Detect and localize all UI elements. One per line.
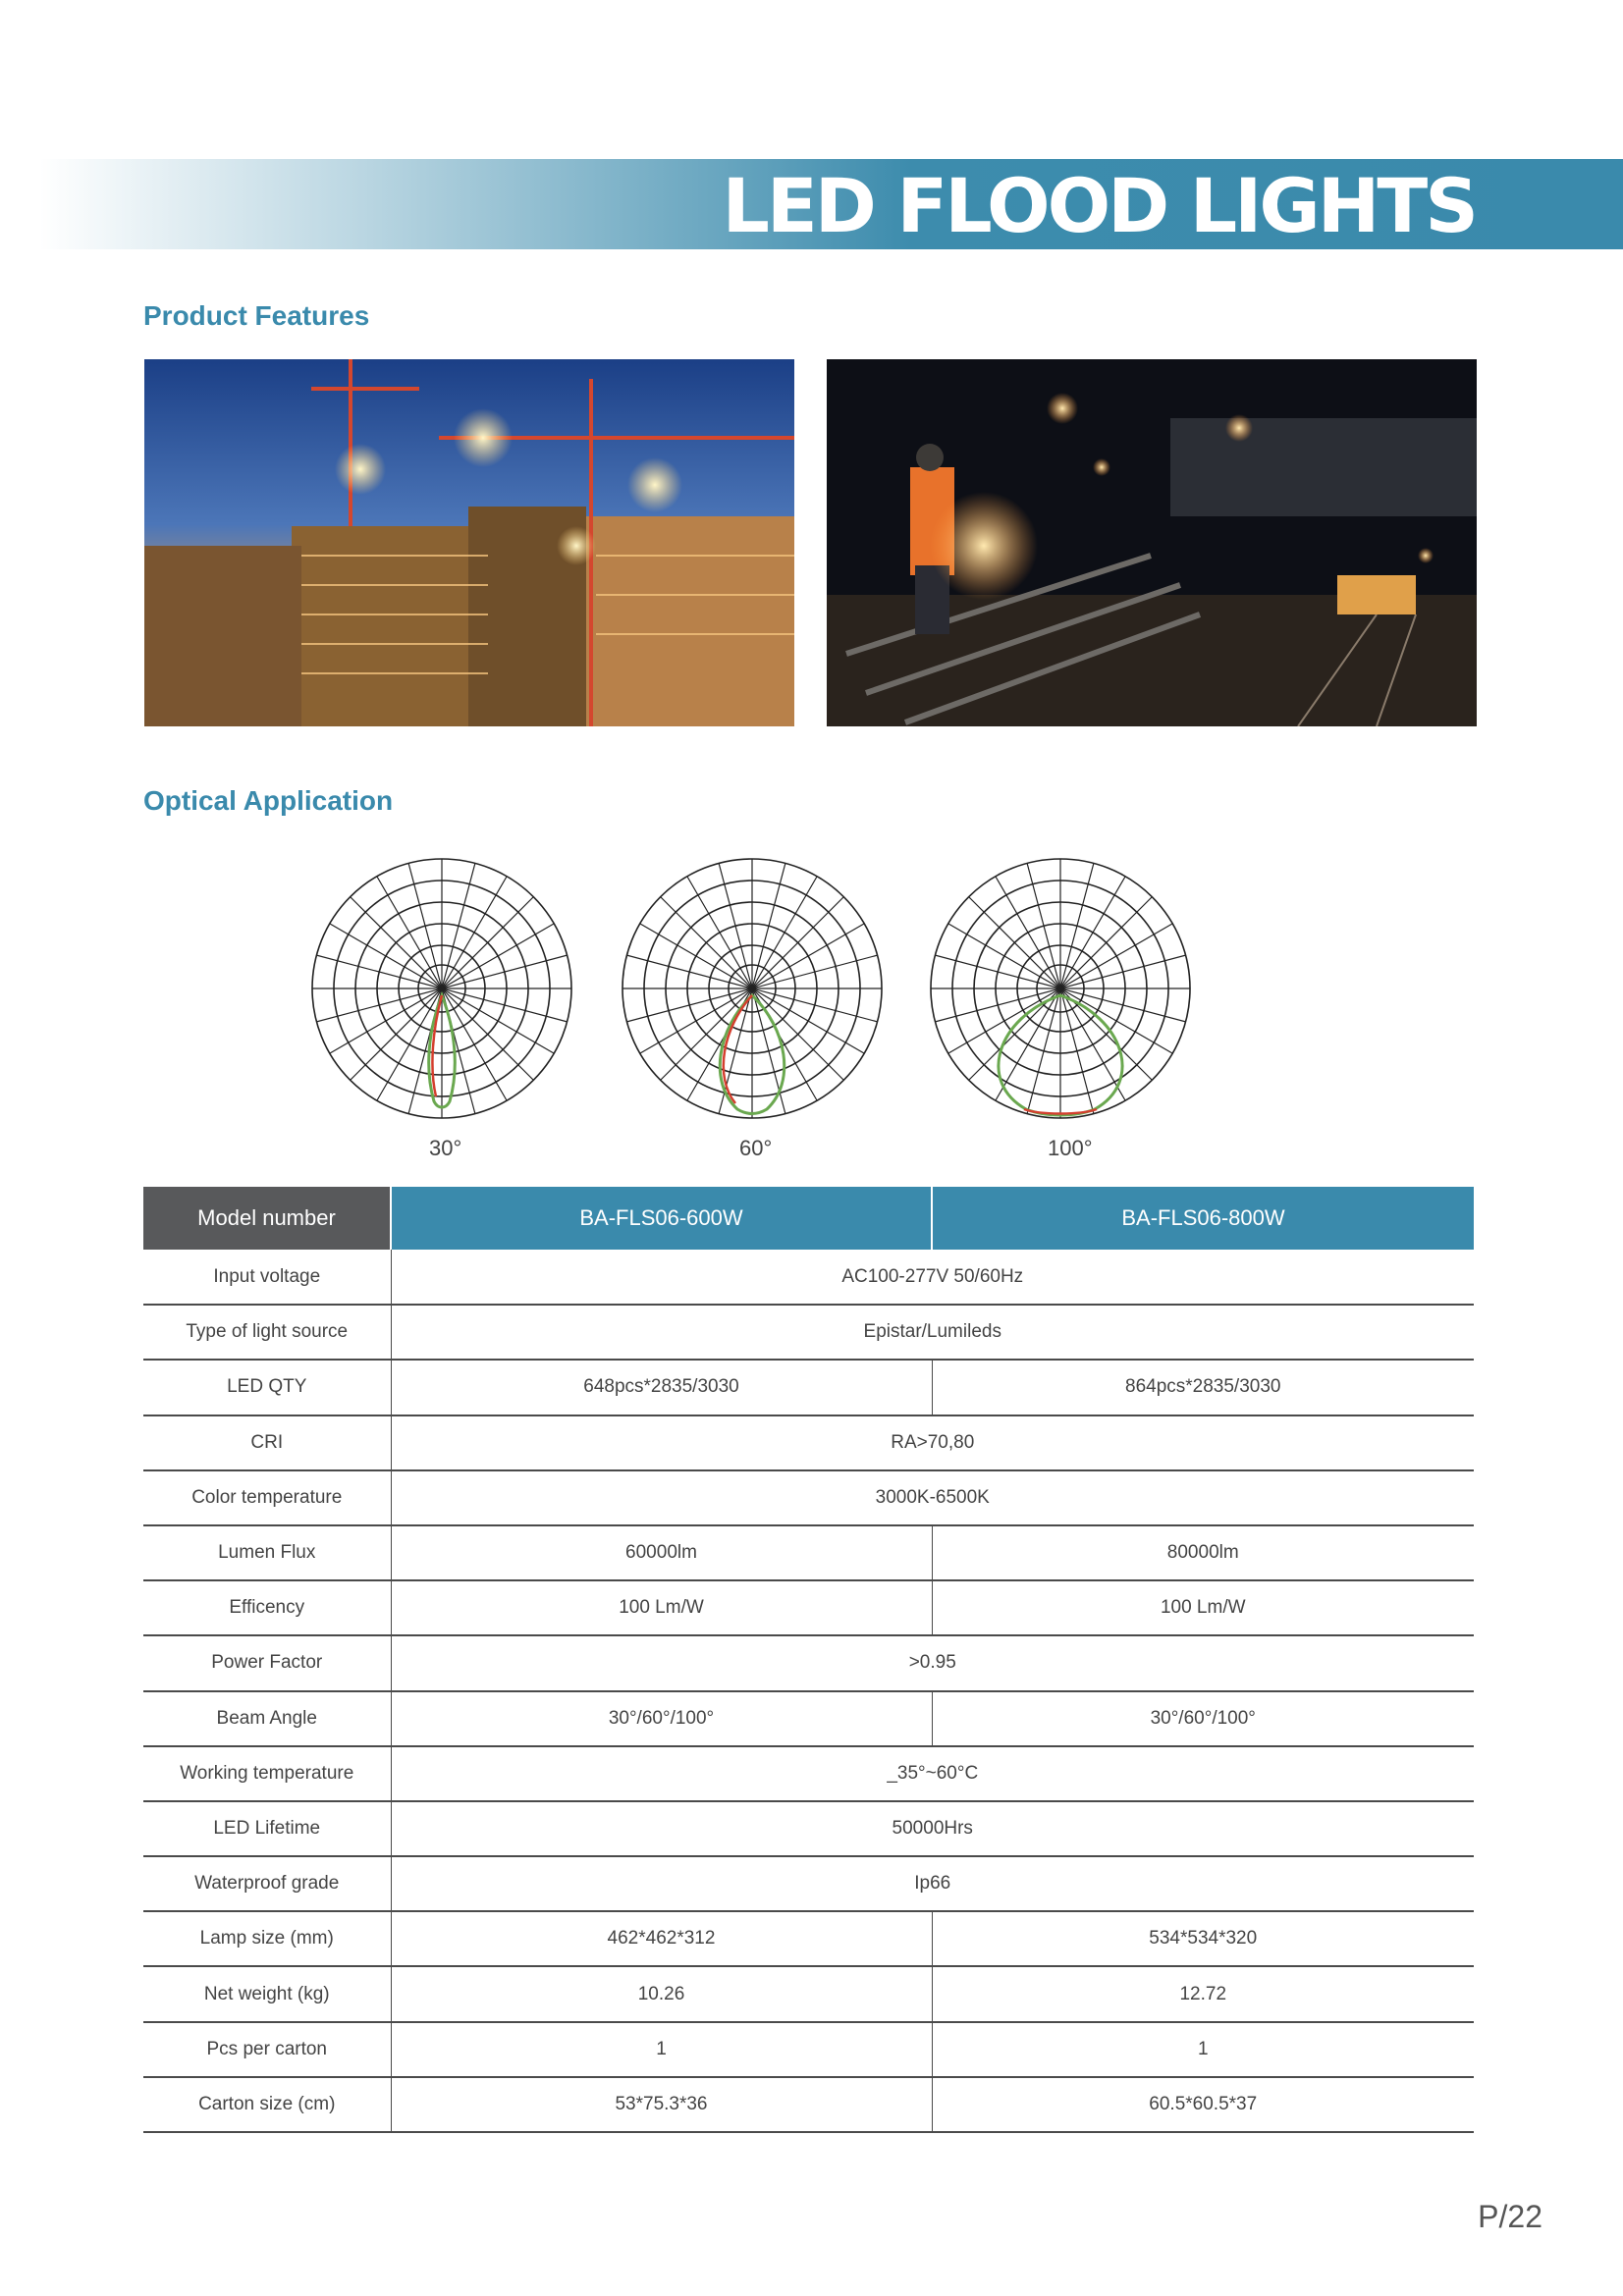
spec-label: Waterproof grade xyxy=(143,1856,391,1911)
spec-row xyxy=(143,1525,1474,1580)
spec-label: Beam Angle xyxy=(143,1691,391,1746)
spec-label: Color temperature xyxy=(143,1470,391,1525)
spec-value-shared: _35°~60°C xyxy=(391,1746,1474,1801)
spec-row xyxy=(143,2022,1474,2077)
beam-angle-label-100: 100° xyxy=(1048,1136,1093,1160)
polar-diagram-60 xyxy=(610,846,894,1131)
spec-label: Type of light source xyxy=(143,1305,391,1360)
spec-label: Net weight (kg) xyxy=(143,1966,391,2021)
spec-row xyxy=(143,1470,1474,1525)
spec-value-shared: 50000Hrs xyxy=(391,1801,1474,1856)
spec-value-800w: 1 xyxy=(932,2022,1474,2077)
spec-value-800w: 864pcs*2835/3030 xyxy=(932,1360,1474,1415)
spec-table xyxy=(143,1187,1474,2133)
construction-site-photo xyxy=(144,359,794,726)
spec-value-shared: Ip66 xyxy=(391,1856,1474,1911)
spec-row xyxy=(143,2077,1474,2132)
model-600w-header: BA-FLS06-600W xyxy=(391,1187,932,1250)
spec-value-800w: 60.5*60.5*37 xyxy=(932,2077,1474,2132)
spec-label: Lamp size (mm) xyxy=(143,1911,391,1966)
spec-value-800w: 12.72 xyxy=(932,1966,1474,2021)
spec-row xyxy=(143,1746,1474,1801)
spec-label: CRI xyxy=(143,1415,391,1470)
spec-label: Lumen Flux xyxy=(143,1525,391,1580)
spec-value-600w: 60000lm xyxy=(391,1525,932,1580)
spec-value-800w: 80000lm xyxy=(932,1525,1474,1580)
spec-value-800w: 100 Lm/W xyxy=(932,1580,1474,1635)
spec-value-shared: Epistar/Lumileds xyxy=(391,1305,1474,1360)
spec-label: LED Lifetime xyxy=(143,1801,391,1856)
beam-pattern-100 xyxy=(918,846,1203,1160)
page-title: LED FLOOD LIGHTS xyxy=(722,162,1476,249)
railway-welding-photo xyxy=(827,359,1477,726)
spec-row xyxy=(143,1966,1474,2021)
spec-value-600w: 100 Lm/W xyxy=(391,1580,932,1635)
spec-value-shared: RA>70,80 xyxy=(391,1415,1474,1470)
spec-row xyxy=(143,1415,1474,1470)
spec-row xyxy=(143,1801,1474,1856)
spec-value-600w: 1 xyxy=(391,2022,932,2077)
spec-value-shared: AC100-277V 50/60Hz xyxy=(391,1250,1474,1305)
spec-row xyxy=(143,1360,1474,1415)
beam-angle-label-60: 60° xyxy=(739,1136,773,1160)
spec-row xyxy=(143,1911,1474,1966)
page-number: P/22 xyxy=(1478,2199,1542,2234)
spec-row xyxy=(143,1580,1474,1635)
spec-label: Efficency xyxy=(143,1580,391,1635)
spec-label: Pcs per carton xyxy=(143,2022,391,2077)
spec-label: Working temperature xyxy=(143,1746,391,1801)
spec-body xyxy=(143,1250,1474,2132)
spec-value-600w: 53*75.3*36 xyxy=(391,2077,932,2132)
spec-row xyxy=(143,1250,1474,1305)
spec-value-shared: >0.95 xyxy=(391,1635,1474,1690)
spec-label: Input voltage xyxy=(143,1250,391,1305)
title-banner xyxy=(39,159,1623,249)
spec-header-row xyxy=(143,1187,1474,1250)
model-number-header: Model number xyxy=(143,1187,391,1250)
spec-value-600w: 10.26 xyxy=(391,1966,932,2021)
product-features-heading: Product Features xyxy=(143,300,370,331)
spec-value-800w: 30°/60°/100° xyxy=(932,1691,1474,1746)
spec-row xyxy=(143,1635,1474,1690)
optical-application-heading: Optical Application xyxy=(143,785,394,816)
beam-angle-label-30: 30° xyxy=(429,1136,462,1160)
polar-diagram-100 xyxy=(918,846,1203,1131)
spec-row xyxy=(143,1305,1474,1360)
spec-value-600w: 30°/60°/100° xyxy=(391,1691,932,1746)
spec-label: Power Factor xyxy=(143,1635,391,1690)
model-800w-header: BA-FLS06-800W xyxy=(932,1187,1474,1250)
spec-label: Carton size (cm) xyxy=(143,2077,391,2132)
spec-value-600w: 648pcs*2835/3030 xyxy=(391,1360,932,1415)
polar-diagram-30 xyxy=(299,846,584,1131)
beam-pattern-30 xyxy=(299,846,584,1160)
spec-value-shared: 3000K-6500K xyxy=(391,1470,1474,1525)
beam-pattern-60 xyxy=(610,846,894,1160)
spec-row xyxy=(143,1691,1474,1746)
spec-row xyxy=(143,1856,1474,1911)
spec-value-600w: 462*462*312 xyxy=(391,1911,932,1966)
spec-label: LED QTY xyxy=(143,1360,391,1415)
spec-value-800w: 534*534*320 xyxy=(932,1911,1474,1966)
